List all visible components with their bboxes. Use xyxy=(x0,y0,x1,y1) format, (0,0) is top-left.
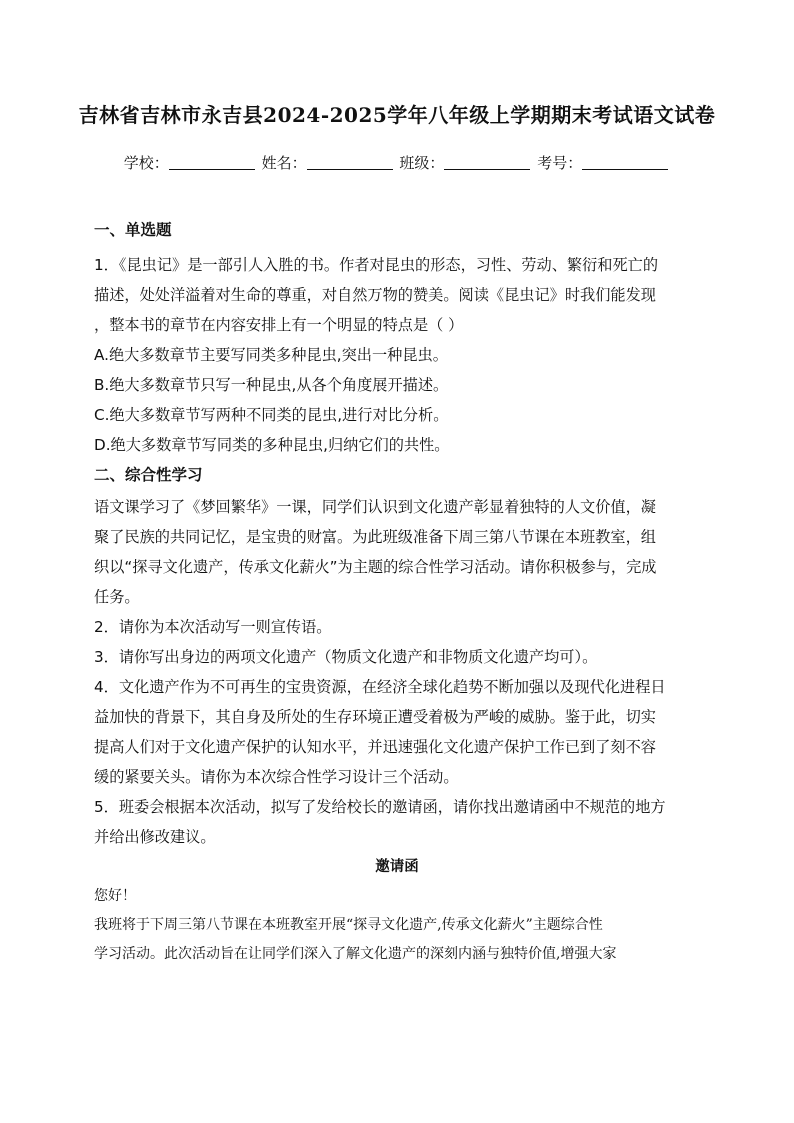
option-c[interactable]: C.绝大多数章节写两种不同类的昆虫,进行对比分析。 xyxy=(94,406,449,424)
name-blank[interactable] xyxy=(307,153,393,170)
school-label: 学校： xyxy=(123,154,169,172)
student-info-line xyxy=(0,150,794,176)
letter-body-line: 学习活动。此次活动旨在让同学们深入了解文化遗产的深刻内涵与独特价值,增强大家 xyxy=(94,946,617,962)
intro-line: 任务。 xyxy=(94,588,140,606)
class-blank[interactable] xyxy=(444,153,530,170)
invitation-letter xyxy=(94,852,700,969)
intro-line: 语文课学习了《梦回繁华》一课，同学们认识到文化遗产彰显着独特的人文价值，凝 xyxy=(94,498,656,516)
letter-body-line: 我班将于下周三第八节课在本班教室开展“探寻文化遗产,传承文化薪火”主题综合性 xyxy=(94,917,603,933)
option-d[interactable]: D.绝大多数章节写同类的多种昆虫,归纳它们的共性。 xyxy=(94,436,450,454)
class-label: 班级： xyxy=(399,154,445,172)
question-4-line: 缓的紧要关头。请你为本次综合性学习设计三个活动。 xyxy=(94,768,459,786)
question-2: 2．请你为本次活动写一则宣传语。 xyxy=(94,618,332,636)
exam-number-label: 考号： xyxy=(537,154,583,172)
option-a[interactable]: A.绝大多数章节主要写同类多种昆虫,突出一种昆虫。 xyxy=(94,346,448,364)
question-1-line: 描述，处处洋溢着对生命的尊重，对自然万物的赞美。阅读《昆虫记》时我们能发现 xyxy=(94,286,656,304)
question-5-line: 5．班委会根据本次活动，拟写了发给校长的邀请函，请你找出邀请函中不规范的地方 xyxy=(94,798,666,816)
question-4-line: 4．文化遗产作为不可再生的宝贵资源，在经济全球化趋势不断加强以及现代化进程日 xyxy=(94,678,666,696)
section-2-intro xyxy=(94,492,700,612)
intro-line: 聚了民族的共同记忆，是宝贵的财富。为此班级准备下周三第八节课在本班教室，组 xyxy=(94,528,656,546)
question-5-line: 并给出修改建议。 xyxy=(94,828,216,846)
question-5 xyxy=(94,792,700,852)
document-title: 吉林省吉林市永吉县2024-2025学年八年级上学期期末考试语文试卷 xyxy=(78,103,716,127)
question-1 xyxy=(94,250,700,340)
question-4 xyxy=(94,672,700,792)
intro-line: 织以“探寻文化遗产，传承文化薪火”为主题的综合性学习活动。请你积极参与，完成 xyxy=(94,558,657,576)
section-heading-comprehensive-learning: 二、综合性学习 xyxy=(94,466,203,484)
name-label: 姓名： xyxy=(261,154,307,172)
letter-greeting: 您好！ xyxy=(94,888,136,904)
question-4-line: 提高人们对于文化遗产保护的认知水平，并迅速强化文化遗产保护工作已到了刻不容 xyxy=(94,738,656,756)
exam-content xyxy=(94,215,700,969)
letter-title: 邀请函 xyxy=(375,858,419,875)
question-1-options xyxy=(94,340,700,460)
school-blank[interactable] xyxy=(169,153,255,170)
question-1-line: ，整本书的章节在内容安排上有一个明显的特点是（ ） xyxy=(94,316,464,334)
option-b[interactable]: B.绝大多数章节只写一种昆虫,从各个角度展开描述。 xyxy=(94,376,449,394)
exam-number-blank[interactable] xyxy=(582,153,668,170)
question-1-line: 1．《昆虫记》是一部引人入胜的书。作者对昆虫的形态，习性、劳动、繁衍和死亡的 xyxy=(94,256,659,274)
question-4-line: 益加快的背景下，其自身及所处的生存环境正遭受着极为严峻的威胁。鉴于此，切实 xyxy=(94,708,656,726)
section-heading-single-choice: 一、单选题 xyxy=(94,221,172,239)
question-3: 3．请你写出身边的两项文化遗产（物质文化遗产和非物质文化遗产均可）。 xyxy=(94,648,598,666)
